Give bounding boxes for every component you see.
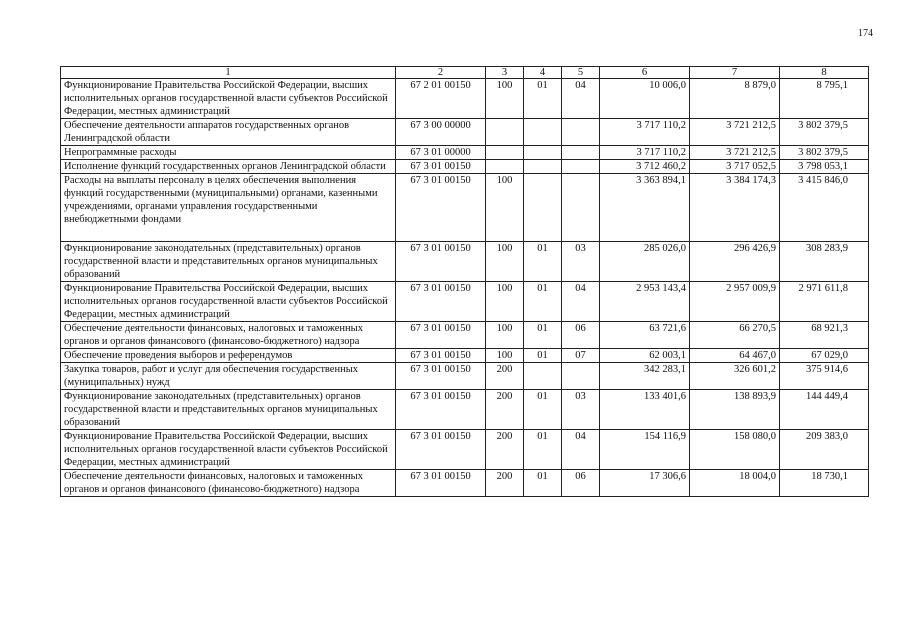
row-name: Обеспечение деятельности финансовых, налоговых и таможенных органов и органов финансового (финансово-бюджетного) надзора (61, 470, 396, 497)
row-pr: 06 (562, 322, 600, 349)
row-value-1: 3 717 110,2 (600, 119, 690, 146)
row-pr: 06 (562, 470, 600, 497)
row-pr: 03 (562, 242, 600, 282)
row-vr: 200 (486, 363, 524, 390)
column-header: 3 (486, 67, 524, 79)
row-rz: 01 (524, 430, 562, 470)
row-name: Обеспечение проведения выборов и референдумов (61, 349, 396, 363)
row-value-2: 8 879,0 (690, 79, 780, 119)
row-value-3: 68 921,3 (780, 322, 869, 349)
row-pr (562, 363, 600, 390)
row-vr: 100 (486, 242, 524, 282)
column-header: 1 (61, 67, 396, 79)
row-pr (562, 146, 600, 160)
row-value-3: 18 730,1 (780, 470, 869, 497)
row-code: 67 3 01 00150 (396, 322, 486, 349)
row-code: 67 3 00 00000 (396, 119, 486, 146)
row-value-1: 3 717 110,2 (600, 146, 690, 160)
row-rz: 01 (524, 282, 562, 322)
row-code: 67 3 01 00150 (396, 174, 486, 242)
row-value-2: 3 384 174,3 (690, 174, 780, 242)
row-code: 67 3 01 00150 (396, 282, 486, 322)
row-pr (562, 160, 600, 174)
table-row (61, 146, 869, 160)
row-value-3: 375 914,6 (780, 363, 869, 390)
row-code: 67 3 01 00150 (396, 242, 486, 282)
row-vr (486, 160, 524, 174)
table-row (61, 430, 869, 470)
row-name: Непрограммные расходы (61, 146, 396, 160)
page-number: 174 (858, 28, 873, 39)
row-vr: 100 (486, 322, 524, 349)
row-value-3: 209 383,0 (780, 430, 869, 470)
row-vr: 200 (486, 390, 524, 430)
row-name: Функционирование законодательных (представительных) органов государственной власти и представительных органов муниципальных образований (61, 390, 396, 430)
table-row (61, 363, 869, 390)
row-code: 67 3 01 00150 (396, 390, 486, 430)
row-value-3: 2 971 611,8 (780, 282, 869, 322)
row-vr: 100 (486, 79, 524, 119)
table-row (61, 390, 869, 430)
row-name: Функционирование Правительства Российской Федерации, высших исполнительных органов государственной власти субъектов Российской Федерации, местных администраций (61, 430, 396, 470)
row-value-2: 3 717 052,5 (690, 160, 780, 174)
row-name: Функционирование Правительства Российской Федерации, высших исполнительных органов государственной власти субъектов Российской Федерации, местных администраций (61, 282, 396, 322)
column-header: 2 (396, 67, 486, 79)
table-row (61, 119, 869, 146)
row-name: Закупка товаров, работ и услуг для обеспечения государственных (муниципальных) нужд (61, 363, 396, 390)
row-code: 67 3 01 00150 (396, 470, 486, 497)
row-value-1: 10 006,0 (600, 79, 690, 119)
row-value-3: 144 449,4 (780, 390, 869, 430)
column-header: 6 (600, 67, 690, 79)
table-row (61, 322, 869, 349)
row-rz: 01 (524, 322, 562, 349)
row-code: 67 3 01 00150 (396, 430, 486, 470)
row-pr (562, 119, 600, 146)
row-value-2: 3 721 212,5 (690, 146, 780, 160)
row-value-1: 154 116,9 (600, 430, 690, 470)
row-rz: 01 (524, 390, 562, 430)
row-vr: 100 (486, 349, 524, 363)
row-value-3: 3 802 379,5 (780, 146, 869, 160)
row-value-3: 308 283,9 (780, 242, 869, 282)
row-value-2: 3 721 212,5 (690, 119, 780, 146)
row-value-2: 66 270,5 (690, 322, 780, 349)
row-value-1: 63 721,6 (600, 322, 690, 349)
header-row (61, 67, 869, 79)
row-rz (524, 160, 562, 174)
column-header: 7 (690, 67, 780, 79)
table-row (61, 349, 869, 363)
column-header: 4 (524, 67, 562, 79)
row-vr: 200 (486, 430, 524, 470)
row-rz (524, 146, 562, 160)
row-code: 67 3 01 00000 (396, 146, 486, 160)
row-rz (524, 119, 562, 146)
row-rz: 01 (524, 242, 562, 282)
row-pr (562, 174, 600, 242)
row-value-2: 296 426,9 (690, 242, 780, 282)
row-rz: 01 (524, 79, 562, 119)
row-code: 67 3 01 00150 (396, 349, 486, 363)
row-vr (486, 146, 524, 160)
row-value-2: 18 004,0 (690, 470, 780, 497)
table-row (61, 160, 869, 174)
row-pr: 04 (562, 430, 600, 470)
table-row (61, 470, 869, 497)
row-value-1: 285 026,0 (600, 242, 690, 282)
row-value-1: 133 401,6 (600, 390, 690, 430)
table-row (61, 282, 869, 322)
row-pr: 04 (562, 79, 600, 119)
row-name: Обеспечение деятельности финансовых, налоговых и таможенных органов и органов финансового (финансово-бюджетного) надзора (61, 322, 396, 349)
row-code: 67 3 01 00150 (396, 160, 486, 174)
row-value-2: 2 957 009,9 (690, 282, 780, 322)
row-value-2: 326 601,2 (690, 363, 780, 390)
row-value-3: 8 795,1 (780, 79, 869, 119)
row-vr: 100 (486, 282, 524, 322)
row-name: Обеспечение деятельности аппаратов государственных органов Ленинградской области (61, 119, 396, 146)
row-value-3: 67 029,0 (780, 349, 869, 363)
row-pr: 04 (562, 282, 600, 322)
row-rz: 01 (524, 349, 562, 363)
row-value-1: 17 306,6 (600, 470, 690, 497)
column-header: 5 (562, 67, 600, 79)
row-rz (524, 174, 562, 242)
row-vr (486, 119, 524, 146)
row-code: 67 3 01 00150 (396, 363, 486, 390)
row-value-2: 158 080,0 (690, 430, 780, 470)
table-row (61, 174, 869, 242)
row-code: 67 2 01 00150 (396, 79, 486, 119)
row-vr: 200 (486, 470, 524, 497)
row-pr: 07 (562, 349, 600, 363)
row-rz: 01 (524, 470, 562, 497)
table-row (61, 242, 869, 282)
row-value-1: 342 283,1 (600, 363, 690, 390)
row-vr: 100 (486, 174, 524, 242)
row-value-3: 3 798 053,1 (780, 160, 869, 174)
table-row (61, 79, 869, 119)
row-value-3: 3 415 846,0 (780, 174, 869, 242)
row-name: Функционирование Правительства Российской Федерации, высших исполнительных органов государственной власти субъектов Российской Федерации, местных администраций (61, 79, 396, 119)
row-name: Расходы на выплаты персоналу в целях обеспечения выполнения функций государственными (муниципальными) органами, казенными учреждениями, органами управления государственными внебюджетными фондами (61, 174, 396, 242)
row-value-1: 62 003,1 (600, 349, 690, 363)
budget-table (60, 66, 869, 497)
row-name: Функционирование законодательных (представительных) органов государственной власти и представительных органов муниципальных образований (61, 242, 396, 282)
row-name: Исполнение функций государственных органов Ленинградской области (61, 160, 396, 174)
row-value-2: 138 893,9 (690, 390, 780, 430)
row-value-1: 3 363 894,1 (600, 174, 690, 242)
row-value-3: 3 802 379,5 (780, 119, 869, 146)
row-rz (524, 363, 562, 390)
row-value-1: 2 953 143,4 (600, 282, 690, 322)
column-header: 8 (780, 67, 869, 79)
row-value-1: 3 712 460,2 (600, 160, 690, 174)
row-value-2: 64 467,0 (690, 349, 780, 363)
row-pr: 03 (562, 390, 600, 430)
